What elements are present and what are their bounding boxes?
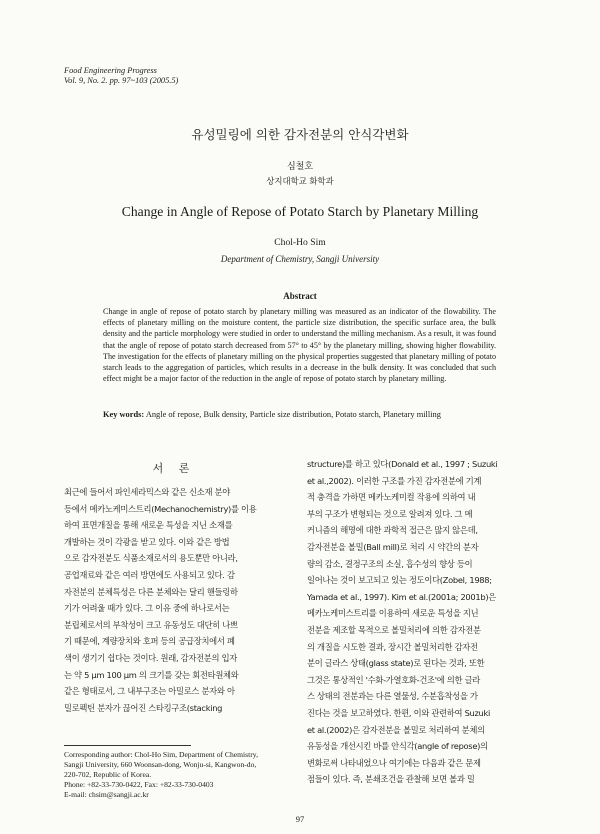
footnote-line: E-mail: chsim@sangji.ac.kr <box>64 790 149 799</box>
body-text-line: et al.,2002). 이러한 구조를 가진 감자전분에 기계 <box>307 475 482 486</box>
body-text-line: 부의 구조가 변형되는 것으로 알려져 있다. 그 메 <box>307 508 473 519</box>
footnote-line: 220-702, Republic of Korea. <box>64 770 152 779</box>
body-text-line: 밀로펙틴 분자가 끊어진 스타킹구조(stacking <box>64 702 223 713</box>
affiliation-korean: 상지대학교 화학과 <box>266 176 334 186</box>
body-text-line: 그것은 통상적인 '수화-가열호화-건조'에 의한 글라 <box>307 674 480 685</box>
body-text-line: structure)를 하고 있다(Donald et al., 1997 ; Suzuki <box>307 459 498 469</box>
body-text-line: 기 때문에, 계량장치와 호퍼 등의 공급장치에서 폐 <box>64 636 235 647</box>
body-text-line: 감자전분을 볼밀(Ball mill)로 처리 시 약간의 분자 <box>307 541 479 552</box>
journal-issue: Vol. 9, No. 2. pp. 97~103 (2005.5) <box>64 76 179 85</box>
body-text-line: 개발하는 것이 각광을 받고 있다. 이와 같은 방법 <box>64 536 230 547</box>
body-text-line: 등에서 메카노케미스트리(Mechanochemistry)를 이용 <box>64 503 257 514</box>
body-text-line: 메카노케미스트리를 이용하여 새로운 특성을 지닌 <box>307 608 479 619</box>
body-text-line: 공업재료와 같은 여러 방면에도 사용되고 있다. 감 <box>64 569 235 580</box>
body-text-line: et al.(2002)은 감자전분을 볼밀로 처리하여 분체의 <box>307 724 485 735</box>
body-text-line: 최근에 들어서 파인세라믹스와 같은 신소재 분야 <box>64 487 230 497</box>
footnote-line: Sangji University, 660 Woonsan-dong, Wonju-si, Kangwon-do, <box>64 760 257 769</box>
body-text-line: 는 약 5 μm 100 μm 의 크기를 갖는 회전타원체와 <box>64 669 239 680</box>
body-text-line: 하여 표면개질을 통해 새로운 특성을 지닌 소재를 <box>64 520 233 531</box>
body-text-line: 으로 감자전분도 식품소재로서의 용도뿐만 아니라, <box>64 553 238 564</box>
body-text-line: 분이 글라스 상태(glass state)로 된다는 것과, 또한 <box>307 658 485 669</box>
body-text-line: 변화로써 나타내었으나 여기에는 다음과 같은 문제 <box>307 757 481 768</box>
body-text-line: 적 충격을 가하면 메카노케미컬 작용에 의하여 내 <box>307 492 476 503</box>
body-column-left <box>64 484 280 716</box>
author-english: Chol-Ho Sim <box>274 237 326 248</box>
body-text-line: 의 개질을 시도한 결과, 장시간 볼밀처리한 감자전 <box>307 641 478 652</box>
body-text-line: 자전분의 분체특성은 다른 분체와는 달리 핸들링하 <box>64 586 238 597</box>
corresponding-author-footnote <box>64 750 296 800</box>
body-text-line: 전분을 제조할 목적으로 볼밀처리에 의한 감자전분 <box>307 624 481 635</box>
body-text-line: 량의 감소, 결정구조의 소실, 흡수성의 향상 등이 <box>307 558 473 569</box>
body-text-line: 기가 어려울 때가 있다. 그 이유 중에 하나로서는 <box>64 603 230 614</box>
section-heading-introduction: 서 론 <box>152 462 196 475</box>
body-text-line: Yamada et al., 1997). Kim et al.(2001a; 2001b)은 <box>307 591 496 602</box>
body-text-line: 점들이 있다. 즉, 분쇄조건을 관찰해 보면 볼과 밀 <box>307 774 475 785</box>
keywords <box>103 409 518 420</box>
footnote-line: Corresponding author: Chol-Ho Sim, Department of Chemistry, <box>64 750 258 759</box>
journal-name: Food Engineering Progress <box>64 66 157 75</box>
abstract-text: Change in angle of repose of potato starch by planetary milling was measured as an indicator of the flowability. The effects of planetary milling on the moisture content, the particle size distribution, the specific surface area, the bulk density and the particle morphology were studied in order to understand the milling mechanism. As a result, it was found that the angle of repose of potato starch decreased from 57° to 45° by the planetary milling, showing higher flowability. The investigation for the effects of planetary milling on the physical properties suggested that planetary milling of potato starch leads to the aggregation of particles, which results in a decrease in the bulk density. It was concluded that such effect might be a major factor of the reduction in the angle of repose of potato starch by planetary milling. <box>103 307 496 384</box>
body-column-right <box>307 456 535 788</box>
footnote-line: Phone: +82-33-730-0422, Fax: +82-33-730-0403 <box>64 780 214 789</box>
body-text-line: 진다는 것을 보고하였다. 한편, 이와 관련하여 Suzuki <box>307 707 491 718</box>
keywords-label: Key words: <box>103 410 145 419</box>
body-text-line: 스 상태의 전분과는 다른 열물성, 수분흡착성을 가 <box>307 691 478 702</box>
body-text-line: 색이 생기기 쉽다는 것이다. 원래, 감자전분의 입자 <box>64 652 237 663</box>
page-number: 97 <box>295 814 305 824</box>
body-text-line: 유동성을 개선시킨 바를 안식각(angle of repose)의 <box>307 741 488 752</box>
body-text-line: 분립체로서의 부착성이 크고 유동성도 대단히 나쁘 <box>64 619 238 630</box>
title-english: Change in Angle of Repose of Potato Starch by Planetary Milling <box>121 204 479 219</box>
body-text-line: 커니즘의 해명에 대한 과학적 접근은 많지 않은데, <box>307 525 478 536</box>
author-korean: 심철호 <box>286 162 314 172</box>
body-text-line: 같은 형태로서, 그 내부구조는 아밀로스 분자와 아 <box>64 686 235 697</box>
keywords-text: Angle of repose, Bulk density, Particle size distribution, Potato starch, Planetary milling <box>145 410 441 419</box>
footnote-divider <box>64 745 191 746</box>
affiliation-english: Department of Chemistry, Sangji University <box>220 254 380 264</box>
body-text-line: 일어나는 것이 보고되고 있는 정도이다(Zobel, 1988; <box>307 575 492 586</box>
title-korean: 유성밀링에 의한 감자전분의 안식각변화 <box>191 127 409 142</box>
abstract-heading: Abstract <box>283 291 317 301</box>
journal-header <box>64 66 178 86</box>
